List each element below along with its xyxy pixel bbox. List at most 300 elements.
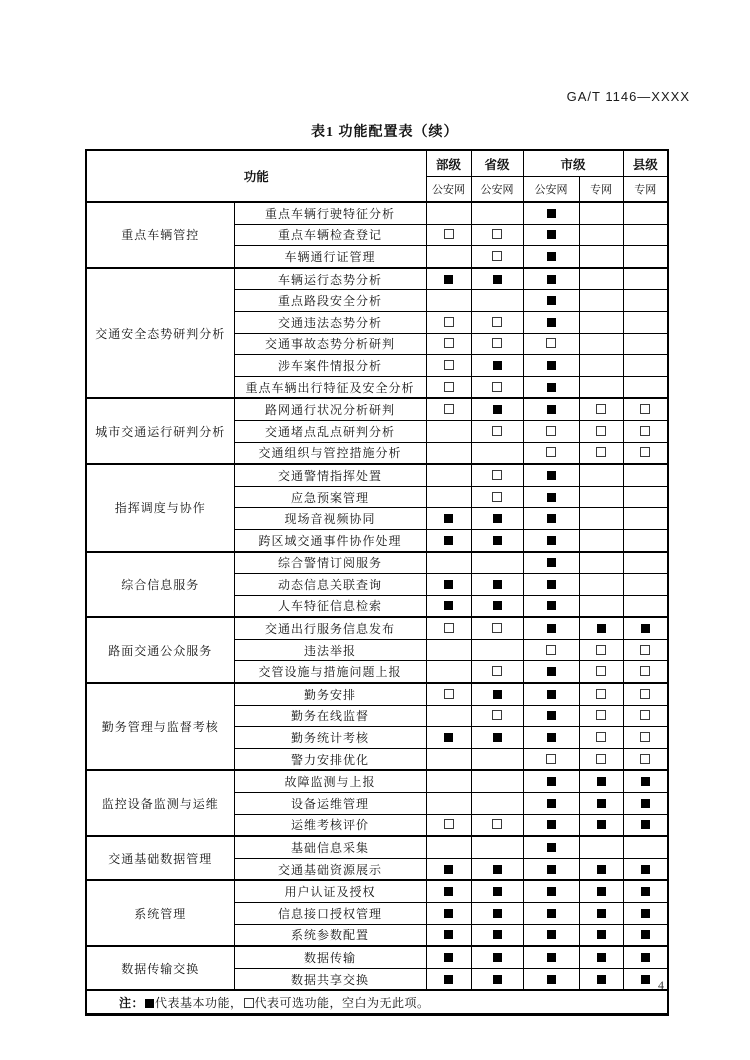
mark-cell — [523, 464, 579, 486]
optional-mark-icon — [492, 710, 502, 720]
optional-mark-icon — [546, 645, 556, 655]
col-header-province-police-net: 公安网 — [471, 177, 523, 203]
mark-cell — [623, 442, 668, 464]
mark-cell — [623, 727, 668, 749]
basic-mark-icon — [547, 711, 556, 720]
mark-cell — [471, 946, 523, 968]
mark-cell — [523, 770, 579, 792]
optional-mark-icon — [640, 732, 650, 742]
page-number: 4 — [658, 978, 664, 992]
basic-mark-icon — [547, 209, 556, 218]
optional-mark-icon — [492, 819, 502, 829]
mark-cell — [579, 946, 623, 968]
basic-mark-icon — [444, 887, 453, 896]
mark-cell — [623, 924, 668, 946]
mark-cell — [623, 529, 668, 551]
function-name-cell: 系统参数配置 — [234, 924, 426, 946]
mark-cell — [426, 246, 471, 268]
mark-cell — [471, 924, 523, 946]
basic-mark-icon — [444, 953, 453, 962]
optional-mark-icon — [596, 645, 606, 655]
basic-mark-icon — [547, 318, 556, 327]
mark-cell — [426, 486, 471, 508]
mark-cell — [471, 398, 523, 420]
basic-mark-icon — [597, 975, 606, 984]
mark-cell — [579, 464, 623, 486]
mark-cell — [623, 268, 668, 290]
mark-cell — [523, 661, 579, 683]
category-cell: 交通安全态势研判分析 — [86, 268, 234, 399]
basic-mark-icon — [547, 909, 556, 918]
basic-mark-icon — [547, 493, 556, 502]
optional-mark-icon — [492, 251, 502, 261]
mark-cell — [579, 727, 623, 749]
basic-mark-icon — [493, 275, 502, 284]
category-cell: 路面交通公众服务 — [86, 617, 234, 683]
mark-cell — [623, 683, 668, 705]
function-name-cell: 数据共享交换 — [234, 968, 426, 990]
mark-cell — [579, 814, 623, 836]
basic-mark-icon — [493, 601, 502, 610]
mark-cell — [523, 814, 579, 836]
mark-cell — [523, 442, 579, 464]
optional-mark-icon — [596, 447, 606, 457]
optional-mark-icon — [596, 426, 606, 436]
optional-mark-icon — [596, 404, 606, 414]
mark-cell — [471, 268, 523, 290]
basic-mark-icon — [547, 405, 556, 414]
table-row — [86, 617, 668, 639]
mark-cell — [523, 224, 579, 246]
mark-cell — [426, 574, 471, 596]
basic-mark-icon — [444, 514, 453, 523]
mark-cell — [426, 683, 471, 705]
mark-cell — [471, 333, 523, 355]
basic-mark-icon — [597, 777, 606, 786]
category-cell: 综合信息服务 — [86, 552, 234, 618]
basic-mark-icon — [641, 777, 650, 786]
function-name-cell: 勤务在线监督 — [234, 705, 426, 727]
basic-mark-icon — [547, 580, 556, 589]
basic-mark-icon — [547, 275, 556, 284]
table-row — [86, 398, 668, 420]
optional-mark-icon — [640, 426, 650, 436]
mark-cell — [579, 661, 623, 683]
mark-cell — [579, 683, 623, 705]
mark-cell — [579, 924, 623, 946]
table-body — [86, 202, 668, 990]
mark-cell — [471, 880, 523, 902]
basic-mark-icon — [444, 930, 453, 939]
mark-cell — [471, 661, 523, 683]
category-cell: 指挥调度与协作 — [86, 464, 234, 551]
mark-cell — [579, 552, 623, 574]
function-name-cell: 交管设施与措施问题上报 — [234, 661, 426, 683]
mark-cell — [623, 880, 668, 902]
optional-mark-icon — [640, 645, 650, 655]
basic-mark-icon — [444, 975, 453, 984]
function-name-cell: 故障监测与上报 — [234, 770, 426, 792]
basic-mark-icon — [547, 230, 556, 239]
function-name-cell: 跨区域交通事件协作处理 — [234, 529, 426, 551]
mark-cell — [426, 924, 471, 946]
basic-mark-icon — [597, 799, 606, 808]
mark-cell — [471, 727, 523, 749]
mark-cell — [623, 770, 668, 792]
mark-cell — [471, 683, 523, 705]
mark-cell — [471, 464, 523, 486]
mark-cell — [523, 376, 579, 398]
mark-cell — [623, 333, 668, 355]
optional-mark-icon — [492, 426, 502, 436]
mark-cell — [623, 311, 668, 333]
mark-cell — [426, 442, 471, 464]
function-name-cell: 信息接口授权管理 — [234, 903, 426, 925]
table-row — [86, 202, 668, 224]
optional-mark-icon — [244, 998, 254, 1008]
optional-mark-icon — [596, 732, 606, 742]
mark-cell — [471, 486, 523, 508]
mark-cell — [471, 770, 523, 792]
optional-mark-icon — [444, 689, 454, 699]
basic-mark-icon — [641, 887, 650, 896]
table-header — [86, 150, 668, 202]
mark-cell — [471, 639, 523, 661]
mark-cell — [523, 246, 579, 268]
basic-mark-icon — [493, 975, 502, 984]
basic-mark-icon — [641, 624, 650, 633]
mark-cell — [523, 529, 579, 551]
basic-mark-icon — [641, 975, 650, 984]
mark-cell — [579, 748, 623, 770]
mark-cell — [523, 311, 579, 333]
mark-cell — [471, 246, 523, 268]
mark-cell — [523, 574, 579, 596]
basic-mark-icon — [547, 820, 556, 829]
optional-mark-icon — [596, 666, 606, 676]
col-header-city-police-net: 公安网 — [523, 177, 579, 203]
optional-mark-icon — [640, 710, 650, 720]
function-name-cell: 综合警情订阅服务 — [234, 552, 426, 574]
optional-mark-icon — [596, 689, 606, 699]
mark-cell — [623, 814, 668, 836]
mark-cell — [471, 442, 523, 464]
optional-mark-icon — [444, 404, 454, 414]
note-blank-label: 空白为无此项。 — [342, 995, 430, 1010]
category-cell: 系统管理 — [86, 880, 234, 946]
mark-cell — [523, 202, 579, 224]
basic-mark-icon — [597, 930, 606, 939]
function-name-cell: 应急预案管理 — [234, 486, 426, 508]
basic-mark-icon — [547, 471, 556, 480]
mark-cell — [426, 814, 471, 836]
mark-cell — [579, 398, 623, 420]
col-header-county-dedicated-net: 专网 — [623, 177, 668, 203]
mark-cell — [523, 903, 579, 925]
col-header-province-level: 省级 — [471, 150, 523, 177]
mark-cell — [579, 968, 623, 990]
mark-cell — [426, 376, 471, 398]
table-row — [86, 268, 668, 290]
mark-cell — [579, 355, 623, 377]
basic-mark-icon — [547, 953, 556, 962]
basic-mark-icon — [641, 909, 650, 918]
basic-mark-icon — [493, 536, 502, 545]
basic-mark-icon — [641, 930, 650, 939]
function-name-cell: 交通堵点乱点研判分析 — [234, 420, 426, 442]
mark-cell — [426, 268, 471, 290]
mark-cell — [426, 464, 471, 486]
mark-cell — [426, 355, 471, 377]
mark-cell — [523, 617, 579, 639]
mark-cell — [471, 968, 523, 990]
mark-cell — [623, 661, 668, 683]
table-row — [86, 946, 668, 968]
mark-cell — [523, 268, 579, 290]
function-name-cell: 动态信息关联查询 — [234, 574, 426, 596]
mark-cell — [523, 508, 579, 530]
basic-mark-icon — [493, 909, 502, 918]
basic-mark-icon — [547, 383, 556, 392]
basic-mark-icon — [444, 275, 453, 284]
mark-cell — [426, 903, 471, 925]
function-name-cell: 违法举报 — [234, 639, 426, 661]
mark-cell — [623, 903, 668, 925]
basic-mark-icon — [547, 799, 556, 808]
basic-mark-icon — [444, 865, 453, 874]
basic-mark-icon — [493, 930, 502, 939]
mark-cell — [523, 333, 579, 355]
mark-cell — [579, 202, 623, 224]
mark-cell — [523, 793, 579, 815]
function-name-cell: 重点路段安全分析 — [234, 290, 426, 312]
optional-mark-icon — [492, 470, 502, 480]
basic-mark-icon — [444, 733, 453, 742]
mark-cell — [523, 705, 579, 727]
mark-cell — [623, 574, 668, 596]
mark-cell — [623, 595, 668, 617]
mark-cell — [426, 880, 471, 902]
table-row — [86, 880, 668, 902]
optional-mark-icon — [640, 404, 650, 414]
mark-cell — [471, 903, 523, 925]
mark-cell — [623, 224, 668, 246]
function-name-cell: 车辆运行态势分析 — [234, 268, 426, 290]
table-title: 表1 功能配置表（续） — [311, 125, 459, 140]
mark-cell — [523, 552, 579, 574]
function-name-cell: 重点车辆出行特征及安全分析 — [234, 376, 426, 398]
mark-cell — [579, 333, 623, 355]
mark-cell — [426, 793, 471, 815]
basic-mark-icon — [493, 887, 502, 896]
function-name-cell: 交通警情指挥处置 — [234, 464, 426, 486]
optional-mark-icon — [444, 360, 454, 370]
basic-mark-icon — [597, 624, 606, 633]
mark-cell — [523, 946, 579, 968]
category-cell: 监控设备监测与运维 — [86, 770, 234, 836]
optional-mark-icon — [492, 229, 502, 239]
mark-cell — [579, 595, 623, 617]
mark-cell — [471, 311, 523, 333]
mark-cell — [471, 224, 523, 246]
note-cell — [86, 990, 668, 1015]
basic-mark-icon — [547, 536, 556, 545]
optional-mark-icon — [640, 689, 650, 699]
basic-mark-icon — [641, 820, 650, 829]
note-prefix: 注： — [119, 995, 145, 1010]
mark-cell — [426, 420, 471, 442]
mark-cell — [426, 552, 471, 574]
mark-cell — [623, 639, 668, 661]
basic-mark-icon — [597, 887, 606, 896]
basic-mark-icon — [597, 865, 606, 874]
mark-cell — [579, 639, 623, 661]
basic-mark-icon — [547, 930, 556, 939]
mark-cell — [579, 508, 623, 530]
basic-mark-icon — [444, 909, 453, 918]
category-cell: 数据传输交换 — [86, 946, 234, 990]
col-header-ministry-police-net: 公安网 — [426, 177, 471, 203]
mark-cell — [426, 748, 471, 770]
mark-cell — [579, 268, 623, 290]
mark-cell — [523, 420, 579, 442]
basic-mark-icon — [547, 624, 556, 633]
mark-cell — [471, 748, 523, 770]
mark-cell — [426, 770, 471, 792]
mark-cell — [523, 924, 579, 946]
mark-cell — [623, 617, 668, 639]
basic-mark-icon — [493, 405, 502, 414]
category-cell: 交通基础数据管理 — [86, 836, 234, 880]
optional-mark-icon — [492, 317, 502, 327]
mark-cell — [426, 398, 471, 420]
mark-cell — [471, 705, 523, 727]
mark-cell — [426, 968, 471, 990]
optional-mark-icon — [492, 338, 502, 348]
function-name-cell: 路网通行状况分析研判 — [234, 398, 426, 420]
mark-cell — [623, 420, 668, 442]
function-name-cell: 重点车辆行驶特征分析 — [234, 202, 426, 224]
mark-cell — [523, 639, 579, 661]
optional-mark-icon — [444, 229, 454, 239]
basic-mark-icon — [547, 777, 556, 786]
basic-mark-icon — [444, 580, 453, 589]
mark-cell — [426, 836, 471, 858]
mark-cell — [471, 836, 523, 858]
basic-mark-icon — [444, 601, 453, 610]
basic-mark-icon — [597, 909, 606, 918]
basic-mark-icon — [493, 733, 502, 742]
basic-mark-icon — [597, 953, 606, 962]
optional-mark-icon — [596, 710, 606, 720]
mark-cell — [471, 574, 523, 596]
mark-cell — [579, 486, 623, 508]
function-name-cell: 重点车辆检查登记 — [234, 224, 426, 246]
basic-mark-icon — [547, 843, 556, 852]
basic-mark-icon — [444, 536, 453, 545]
function-name-cell: 人车特征信息检索 — [234, 595, 426, 617]
mark-cell — [523, 836, 579, 858]
optional-mark-icon — [444, 623, 454, 633]
function-config-table — [85, 149, 669, 1016]
mark-cell — [579, 246, 623, 268]
mark-cell — [579, 617, 623, 639]
mark-cell — [623, 202, 668, 224]
optional-mark-icon — [546, 754, 556, 764]
mark-cell — [426, 311, 471, 333]
function-name-cell: 设备运维管理 — [234, 793, 426, 815]
optional-mark-icon — [444, 382, 454, 392]
basic-mark-icon — [493, 580, 502, 589]
function-name-cell: 运维考核评价 — [234, 814, 426, 836]
basic-mark-icon — [493, 953, 502, 962]
basic-mark-icon — [547, 601, 556, 610]
note-row — [86, 990, 668, 1015]
mark-cell — [623, 836, 668, 858]
function-name-cell: 勤务统计考核 — [234, 727, 426, 749]
function-name-cell: 交通组织与管控措施分析 — [234, 442, 426, 464]
mark-cell — [579, 903, 623, 925]
mark-cell — [579, 574, 623, 596]
mark-cell — [579, 420, 623, 442]
mark-cell — [471, 508, 523, 530]
mark-cell — [579, 880, 623, 902]
basic-mark-icon — [547, 558, 556, 567]
mark-cell — [623, 946, 668, 968]
basic-mark-icon — [547, 252, 556, 261]
mark-cell — [426, 595, 471, 617]
basic-mark-icon — [641, 865, 650, 874]
optional-mark-icon — [640, 666, 650, 676]
note-basic-label: 代表基本功能， — [155, 995, 243, 1010]
basic-mark-icon — [547, 865, 556, 874]
mark-cell — [579, 376, 623, 398]
doc-code: GA/T 1146—XXXX — [566, 89, 690, 104]
category-cell: 城市交通运行研判分析 — [86, 398, 234, 464]
optional-mark-icon — [546, 338, 556, 348]
mark-cell — [471, 529, 523, 551]
mark-cell — [471, 814, 523, 836]
mark-cell — [523, 398, 579, 420]
mark-cell — [579, 858, 623, 880]
mark-cell — [471, 420, 523, 442]
mark-cell — [471, 290, 523, 312]
mark-cell — [623, 552, 668, 574]
mark-cell — [623, 290, 668, 312]
mark-cell — [471, 858, 523, 880]
mark-cell — [579, 529, 623, 551]
mark-cell — [426, 202, 471, 224]
mark-cell — [623, 246, 668, 268]
function-name-cell: 交通违法态势分析 — [234, 311, 426, 333]
optional-mark-icon — [640, 754, 650, 764]
mark-cell — [623, 376, 668, 398]
mark-cell — [523, 595, 579, 617]
function-name-cell: 现场音视频协同 — [234, 508, 426, 530]
mark-cell — [523, 880, 579, 902]
optional-mark-icon — [444, 819, 454, 829]
basic-mark-icon — [493, 865, 502, 874]
optional-mark-icon — [546, 426, 556, 436]
mark-cell — [623, 508, 668, 530]
mark-cell — [579, 311, 623, 333]
basic-mark-icon — [547, 514, 556, 523]
basic-mark-icon — [493, 690, 502, 699]
mark-cell — [471, 793, 523, 815]
mark-cell — [471, 376, 523, 398]
mark-cell — [471, 355, 523, 377]
basic-mark-icon — [547, 733, 556, 742]
